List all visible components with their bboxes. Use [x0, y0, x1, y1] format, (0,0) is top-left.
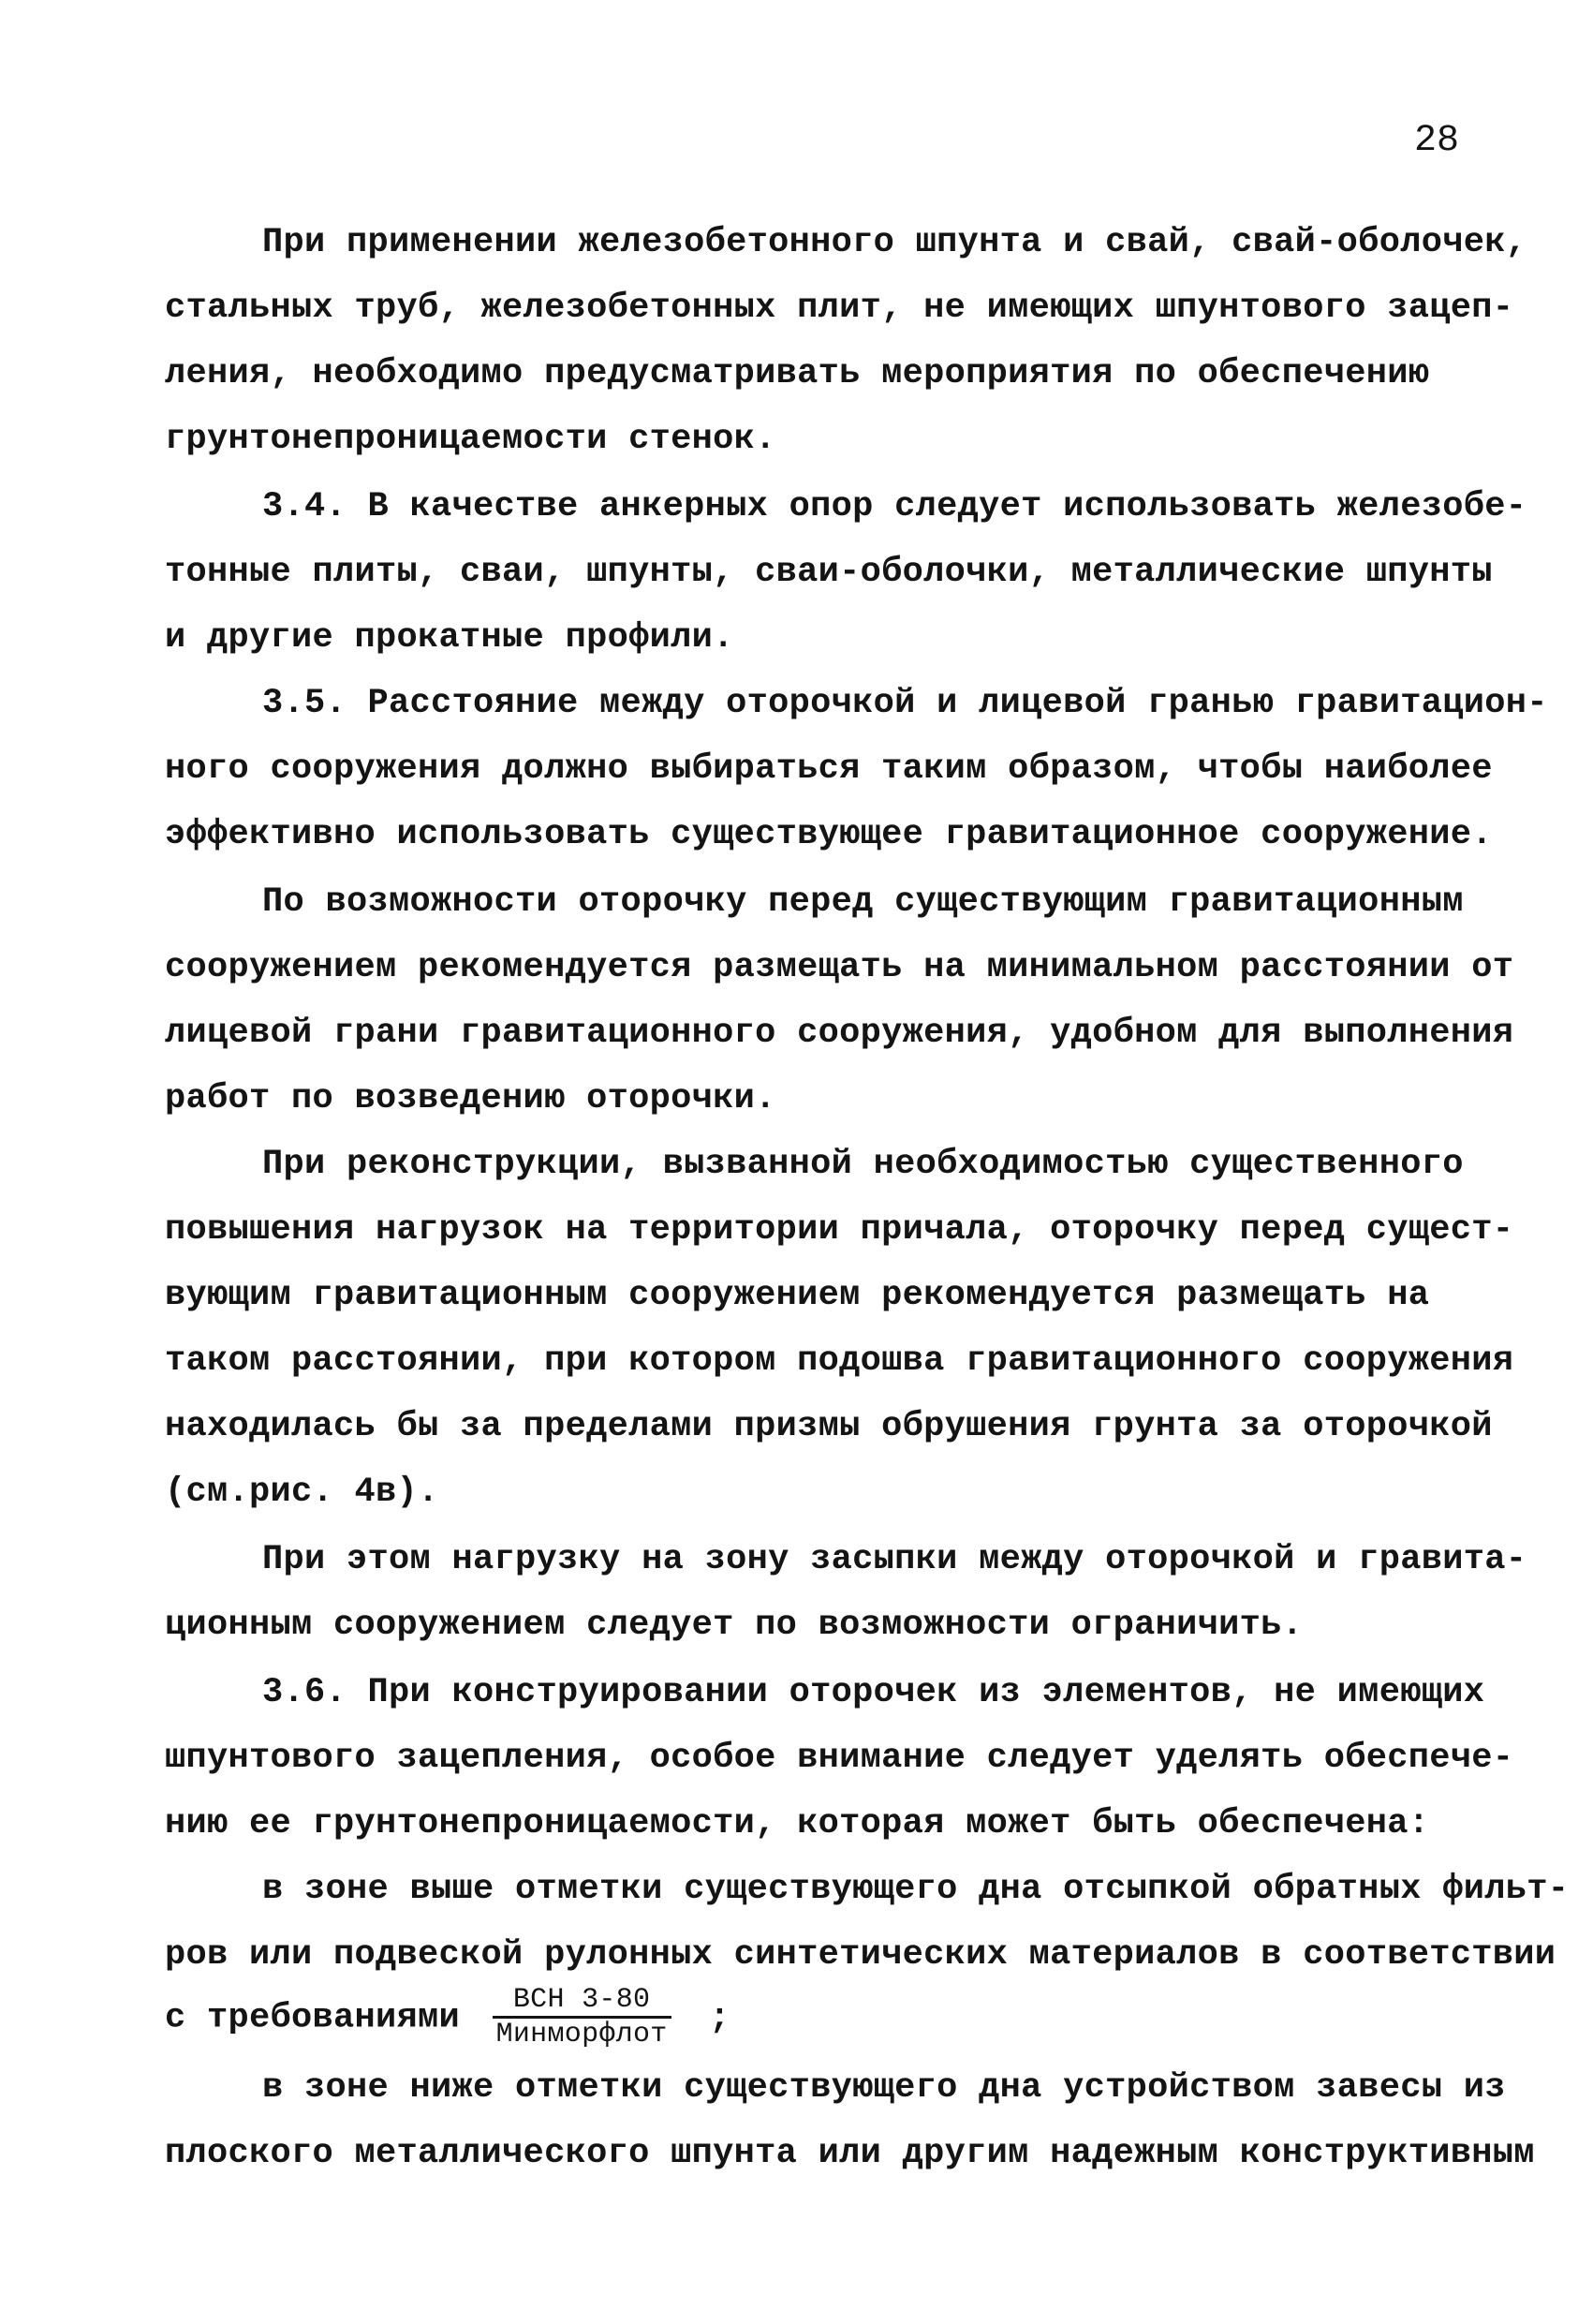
text-fragment: с требованиями: [165, 1998, 461, 2038]
text-line: лицевой грани гравитационного сооружения, удобном для выполнения: [165, 1014, 1514, 1053]
text-line: таком расстоянии, при котором подошва гравитационного сооружения: [165, 1341, 1514, 1381]
text-fragment: ;: [709, 1998, 730, 2038]
text-line: в зоне выше отметки существующего дна отсыпкой обратных фильт-: [262, 1870, 1570, 1909]
text-line: 3.5. Расстояние между оторочкой и лицевой гранью гравитацион-: [262, 684, 1548, 723]
text-line-with-formula: [165, 1984, 730, 2050]
text-line: При этом нагрузку на зону засыпки между оторочкой и гравита-: [262, 1540, 1527, 1579]
text-line: ления, необходимо предусматривать мероприятия по обеспечению: [165, 354, 1430, 393]
text-line: плоского металлического шпунта или другим надежным конструктивным: [165, 2134, 1535, 2173]
text-line: ционным сооружением следует по возможности ограничить.: [165, 1606, 1304, 1645]
text-line: тонные плиты, сваи, шпунты, сваи-оболочки, металлические шпунты: [165, 553, 1493, 592]
text-line: ного сооружения должно выбираться таким образом, чтобы наиболее: [165, 749, 1493, 789]
text-line: (см.рис. 4в).: [165, 1473, 439, 1512]
text-line: повышения нагрузок на территории причала, оторочку перед сущест-: [165, 1210, 1514, 1250]
text-line: сооружением рекомендуется размещать на минимальном расстоянии от: [165, 948, 1514, 987]
text-line: вующим гравитационным сооружением рекомендуется размещать на: [165, 1276, 1430, 1315]
text-line: грунтонепроницаемости стенок.: [165, 420, 776, 459]
formula-fraction: [493, 1984, 671, 2050]
formula-numerator: ВСН 3-80: [493, 1984, 671, 2019]
page-number: 28: [1414, 120, 1460, 162]
text-line: и другие прокатные профили.: [165, 618, 734, 658]
text-line: находилась бы за пределами призмы обрушения грунта за оторочкой: [165, 1407, 1493, 1446]
formula-denominator: Минморфлот: [495, 2019, 668, 2050]
text-line: нию ее грунтонепроницаемости, которая может быть обеспечена:: [165, 1804, 1430, 1843]
text-line: работ по возведению оторочки.: [165, 1079, 776, 1118]
text-line: ров или подвеской рулонных синтетических материалов в соответствии: [165, 1935, 1556, 1975]
text-line: При применении железобетонного шпунта и свай, свай-оболочек,: [262, 223, 1527, 262]
text-line: 3.4. В качестве анкерных опор следует использовать железобе-: [262, 487, 1527, 526]
text-line: При реконструкции, вызванной необходимостью существенного: [262, 1145, 1464, 1184]
text-line: 3.6. При конструировании оторочек из элементов, не имеющих: [262, 1673, 1485, 1712]
text-line: эффективно использовать существующее гравитационное сооружение.: [165, 815, 1493, 854]
text-line: шпунтового зацепления, особое внимание следует уделять обеспече-: [165, 1739, 1514, 1778]
text-line: стальных труб, железобетонных плит, не имеющих шпунтового зацеп-: [165, 289, 1514, 328]
text-line: в зоне ниже отметки существующего дна устройством завесы из: [262, 2068, 1506, 2108]
text-line: По возможности оторочку перед существующим гравитационным: [262, 882, 1464, 922]
